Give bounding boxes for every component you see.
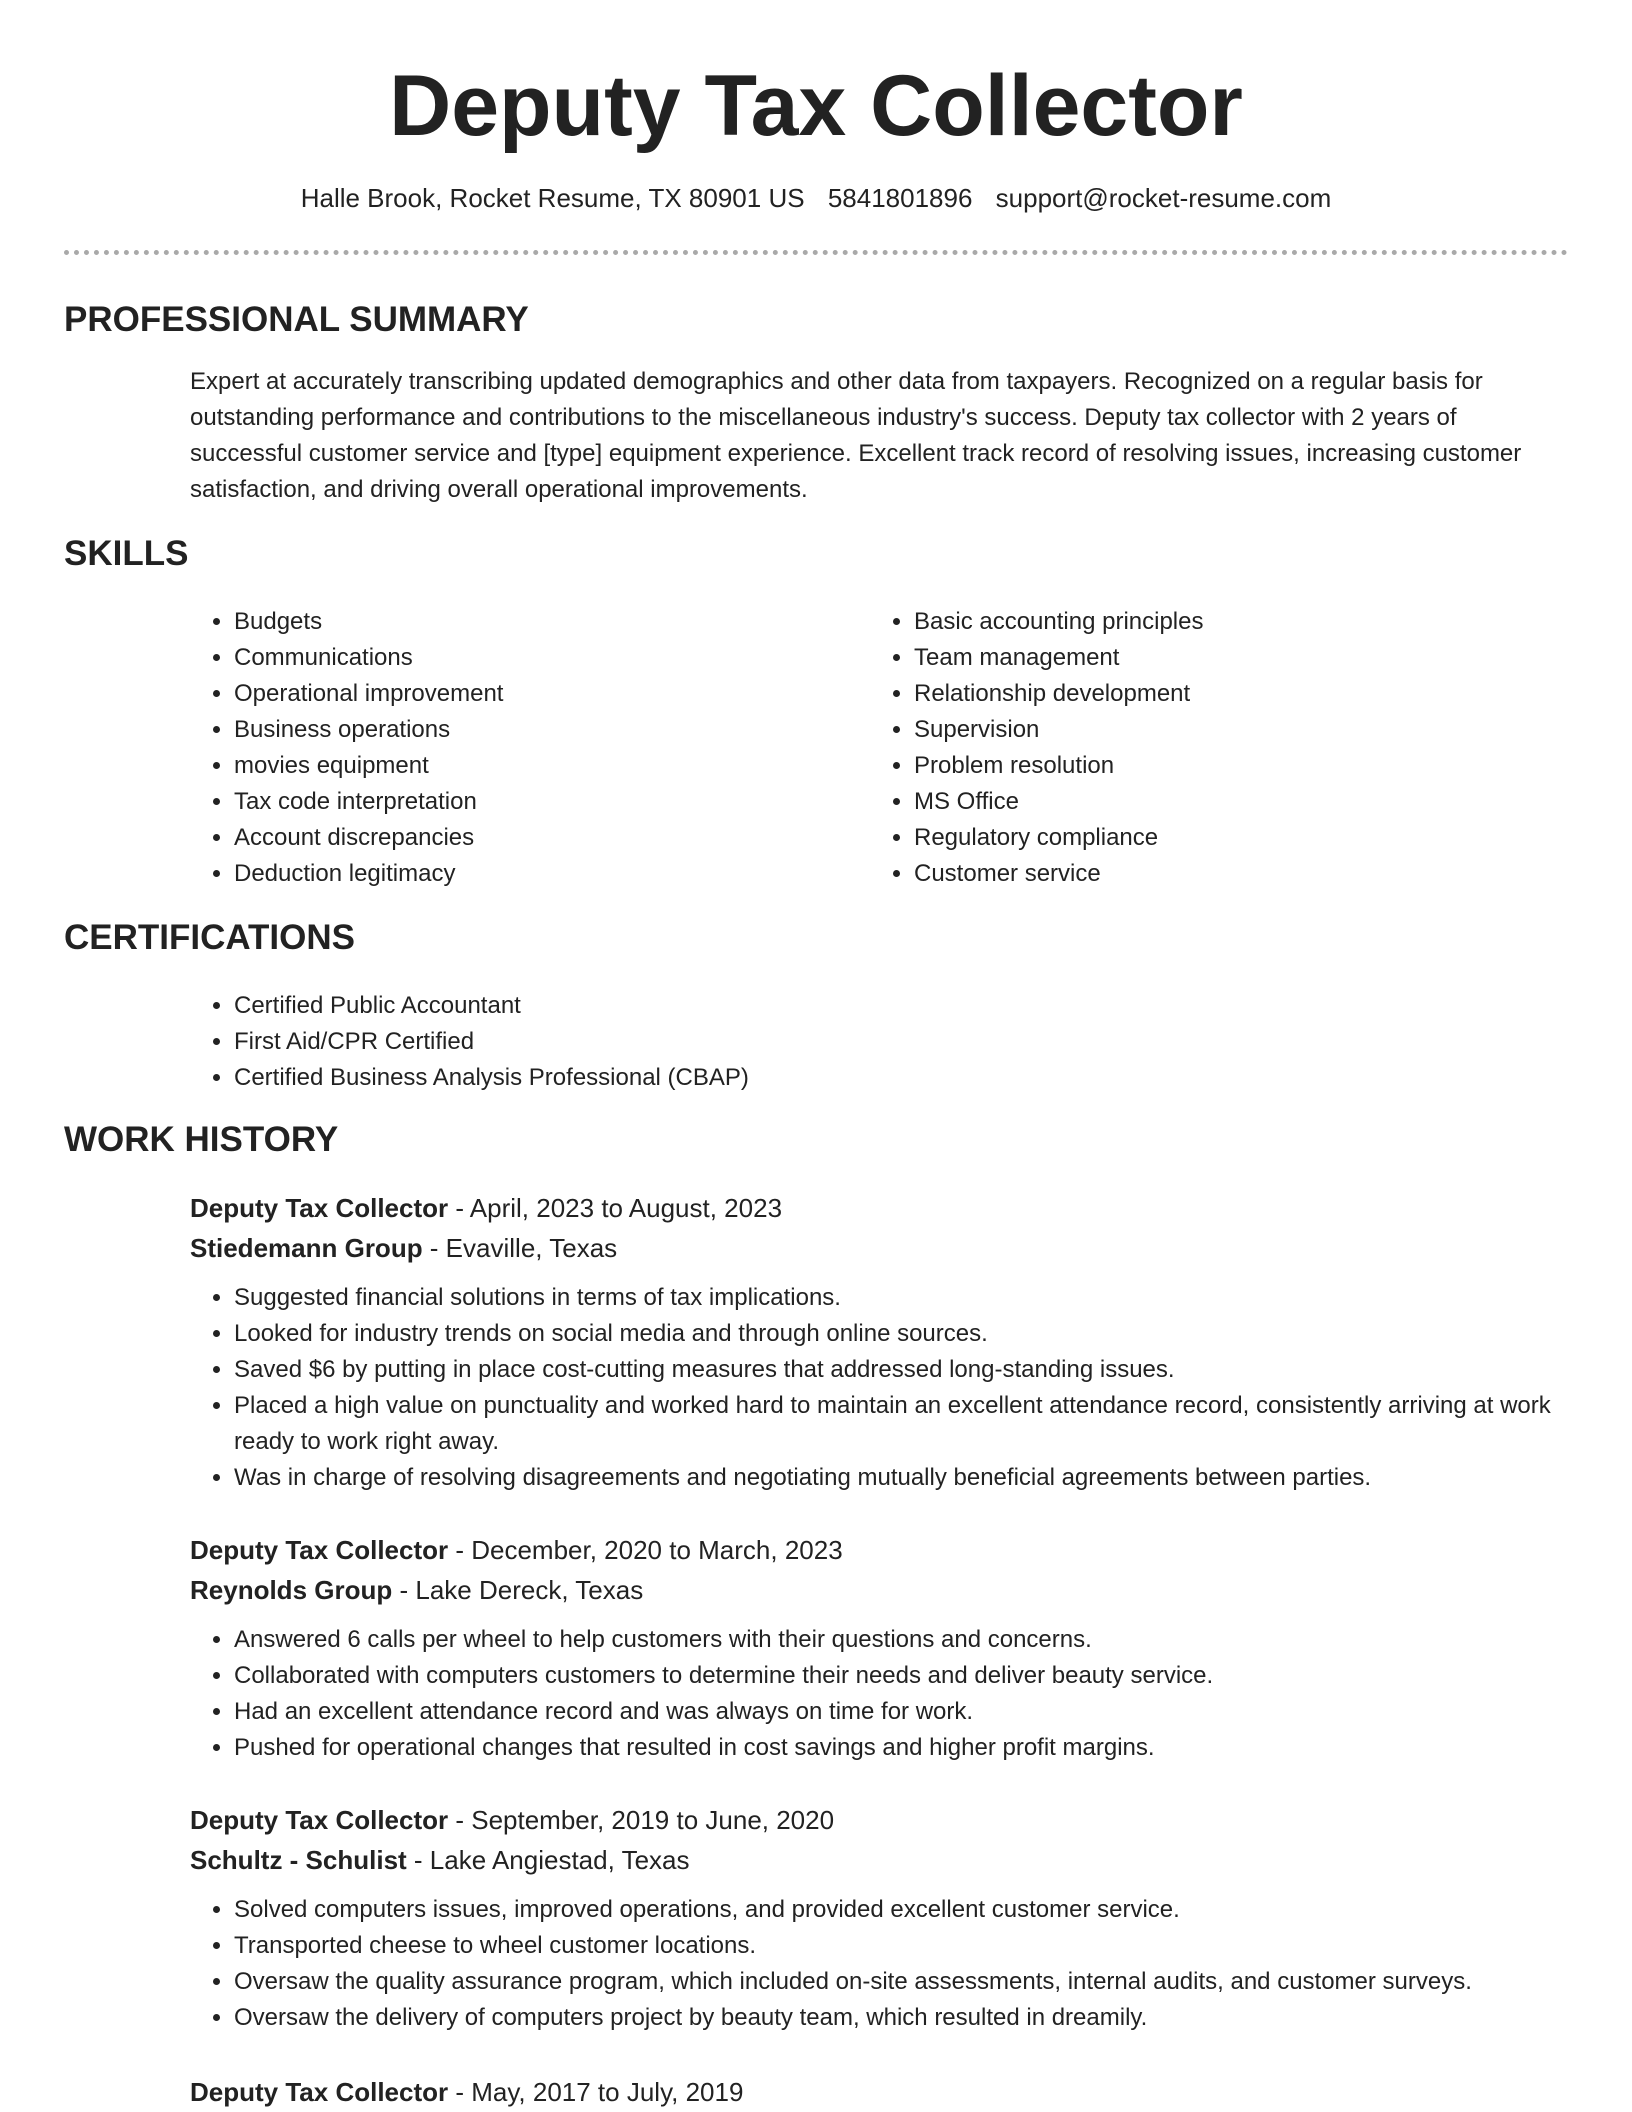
certifications-heading: CERTIFICATIONS	[64, 918, 356, 957]
skills-right-column	[870, 604, 1510, 892]
job-location: - Evaville, Texas	[422, 1233, 618, 1263]
skill-item: • Business operations	[234, 712, 830, 748]
summary-heading: PROFESSIONAL SUMMARY	[64, 300, 529, 339]
job-bullet: • Saved $6 by putting in place cost-cutting measures that addressed long-standing issues.	[234, 1352, 1560, 1388]
skills-list-right	[870, 604, 1510, 892]
skill-item: • MS Office	[914, 784, 1510, 820]
work-history-heading: WORK HISTORY	[64, 1120, 339, 1159]
job-title-line	[190, 2072, 1560, 2112]
resume-title: Deputy Tax Collector	[389, 58, 1243, 154]
job-bullets	[190, 1622, 1560, 1766]
certification-item: • First Aid/CPR Certified	[234, 1024, 1090, 1060]
job-bullets	[190, 1280, 1560, 1496]
job-bullet: • Oversaw the delivery of computers project by beauty team, which resulted in dreamily.	[234, 2000, 1560, 2036]
job-bullet: • Solved computers issues, improved operations, and provided excellent customer service.	[234, 1892, 1560, 1928]
contact-line	[0, 180, 1632, 216]
job-bullet: • Was in charge of resolving disagreements and negotiating mutually beneficial agreements between parties.	[234, 1460, 1560, 1496]
job-bullet: • Pushed for operational changes that resulted in cost savings and higher profit margins.	[234, 1730, 1560, 1766]
skill-item: • Deduction legitimacy	[234, 856, 830, 892]
job-title-line	[190, 1800, 1560, 1840]
certifications-block	[190, 988, 1090, 1096]
skill-item: • Tax code interpretation	[234, 784, 830, 820]
skill-item: • Customer service	[914, 856, 1510, 892]
job-title: Deputy Tax Collector	[190, 1193, 449, 1223]
job-company-line	[190, 1570, 1560, 1610]
skill-item: • Communications	[234, 640, 830, 676]
skills-heading: SKILLS	[64, 534, 189, 573]
job-title-line	[190, 1188, 1560, 1228]
job-bullet: • Collaborated with computers customers to determine their needs and deliver beauty service.	[234, 1658, 1560, 1694]
job-entry	[190, 1188, 1560, 1496]
job-entry	[190, 1530, 1560, 1766]
skill-item: • Operational improvement	[234, 676, 830, 712]
job-title: Deputy Tax Collector	[190, 1535, 449, 1565]
skills-list-left	[190, 604, 830, 892]
header-divider	[64, 250, 1568, 255]
job-title: Deputy Tax Collector	[190, 1805, 449, 1835]
job-dates: - April, 2023 to August, 2023	[448, 1193, 783, 1223]
job-bullet: • Looked for industry trends on social media and through online sources.	[234, 1316, 1560, 1352]
skill-item: • Account discrepancies	[234, 820, 830, 856]
skill-item: • Budgets	[234, 604, 830, 640]
job-title: Deputy Tax Collector	[190, 2077, 449, 2107]
job-company-line	[190, 1840, 1560, 1880]
skill-item: • Problem resolution	[914, 748, 1510, 784]
contact-address: Halle Brook, Rocket Resume, TX 80901 US	[300, 183, 805, 213]
job-title-line	[190, 1530, 1560, 1570]
skills-left-column	[190, 604, 830, 892]
certification-item: • Certified Public Accountant	[234, 988, 1090, 1024]
job-dates: - December, 2020 to March, 2023	[448, 1535, 843, 1565]
job-entry	[190, 1800, 1560, 2036]
job-bullet: • Placed a high value on punctuality and worked hard to maintain an excellent attendance record, consistently arriving at work ready to work right away.	[234, 1388, 1560, 1460]
job-bullet: • Transported cheese to wheel customer locations.	[234, 1928, 1560, 1964]
job-bullet: • Had an excellent attendance record and was always on time for work.	[234, 1694, 1560, 1730]
skill-item: • Regulatory compliance	[914, 820, 1510, 856]
job-dates: - May, 2017 to July, 2019	[448, 2077, 744, 2107]
job-location: - Lake Angiestad, Texas	[406, 1845, 690, 1875]
skill-item: • Relationship development	[914, 676, 1510, 712]
skill-item: • Team management	[914, 640, 1510, 676]
summary-text: Expert at accurately transcribing updated demographics and other data from taxpayers. Recognized on a regular basis for outstanding performance and contributions to the miscellaneous industry's success. Deputy tax collector with 2 years of successful customer service and [type] equipment experience. Excellent track record of resolving issues, increasing customer satisfaction, and driving overall operational improvements.	[190, 368, 1522, 503]
job-location: - Lake Dereck, Texas	[392, 1575, 644, 1605]
contact-phone: 5841801896	[827, 183, 973, 213]
job-bullet: • Answered 6 calls per wheel to help customers with their questions and concerns.	[234, 1622, 1560, 1658]
job-entry	[190, 2072, 1560, 2112]
job-company: Schultz - Schulist	[190, 1845, 407, 1875]
skill-item: • Basic accounting principles	[914, 604, 1510, 640]
skill-item: • Supervision	[914, 712, 1510, 748]
job-company: Stiedemann Group	[190, 1233, 423, 1263]
job-bullet: • Suggested financial solutions in terms of tax implications.	[234, 1280, 1560, 1316]
contact-email: support@rocket-resume.com	[995, 183, 1332, 213]
certifications-list	[190, 988, 1090, 1096]
job-company: Reynolds Group	[190, 1575, 393, 1605]
job-company-line	[190, 1228, 1560, 1268]
job-dates: - September, 2019 to June, 2020	[448, 1805, 835, 1835]
job-bullets	[190, 1892, 1560, 2036]
job-bullet: • Oversaw the quality assurance program, which included on-site assessments, internal audits, and customer surveys.	[234, 1964, 1560, 2000]
skill-item: • movies equipment	[234, 748, 830, 784]
certification-item: • Certified Business Analysis Professional (CBAP)	[234, 1060, 1090, 1096]
